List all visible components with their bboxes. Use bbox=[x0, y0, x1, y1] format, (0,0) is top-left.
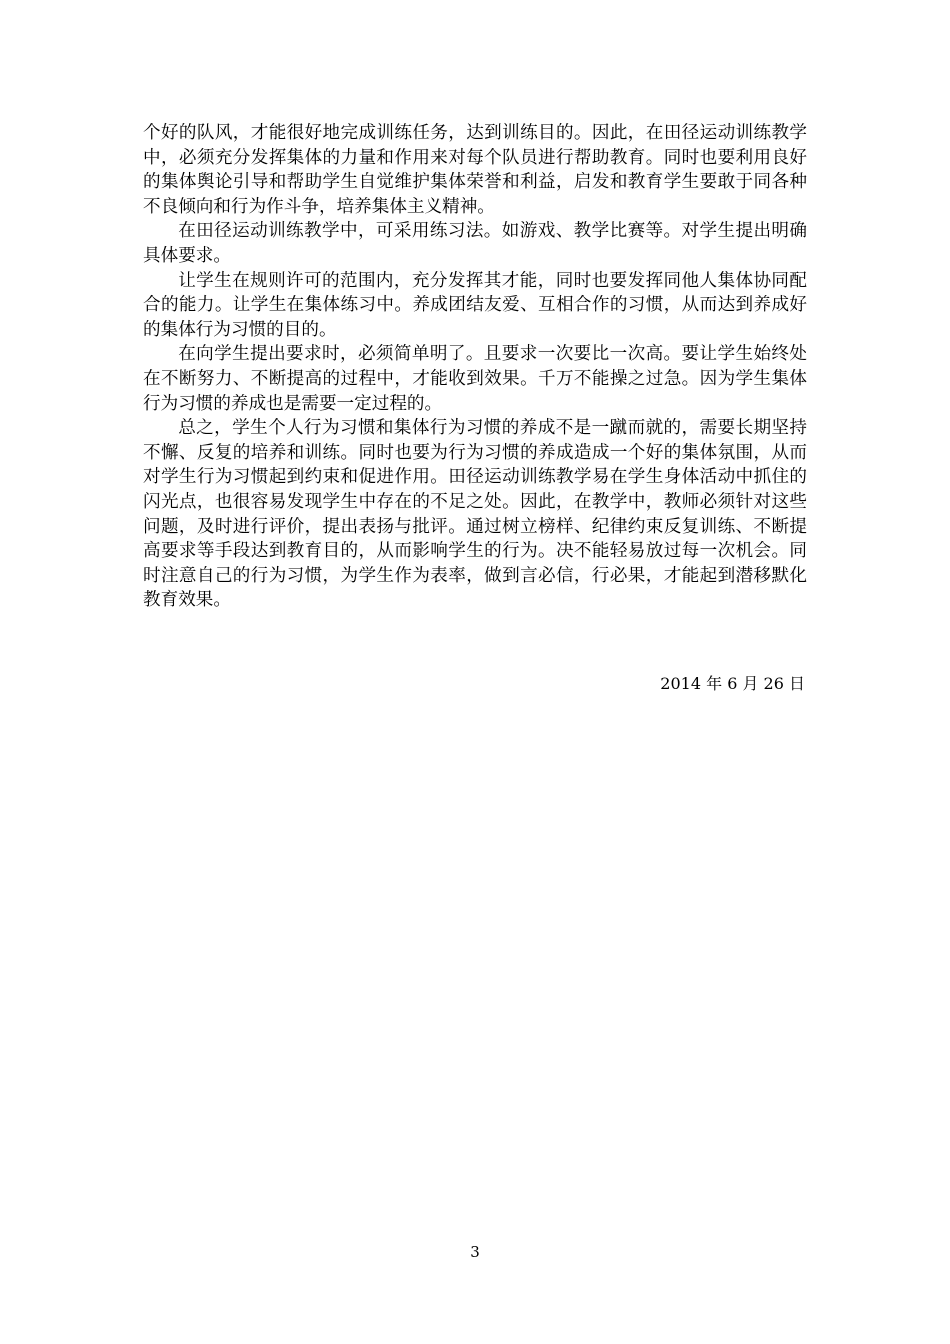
paragraph-requirements: 在向学生提出要求时，必须简单明了。且要求一次要比一次高。要让学生始终处在不断努力、不断提高的过程中，才能收到效果。千万不能操之过急。因为学生集体行为习惯的养成也是需要一定过程的。 bbox=[143, 344, 807, 414]
document-body bbox=[143, 121, 807, 613]
paragraph-conclusion: 总之，学生个人行为习惯和集体行为习惯的养成不是一蹴而就的，需要长期坚持不懈、反复的培养和训练。同时也要为行为习惯的养成造成一个好的集体氛围，从而对学生行为习惯起到约束和促进作用。田径运动训练教学易在学生身体活动中抓住的闪光点，也很容易发现学生中存在的不足之处。因此，在教学中，教师必须针对这些问题，及时进行评价，提出表扬与批评。通过树立榜样、纪律约束反复训练、不断提高要求等手段达到教育目的，从而影响学生的行为。决不能轻易放过每一次机会。同时注意自己的行为习惯，为学生作为表率，做到言必信，行必果，才能起到潜移默化教育效果。 bbox=[143, 418, 807, 611]
paragraph-continuation: 个好的队风，才能很好地完成训练任务，达到训练目的。因此，在田径运动训练教学中，必须充分发挥集体的力量和作用来对每个队员进行帮助教育。同时也要利用良好的集体舆论引导和帮助学生自觉维护集体荣誉和利益，启发和教育学生要敢于同各种不良倾向和行为作斗争，培养集体主义精神。 bbox=[143, 123, 807, 217]
paragraph-rules-cooperation: 让学生在规则许可的范围内，充分发挥其才能，同时也要发挥同他人集体协同配合的能力。让学生在集体练习中。养成团结友爱、互相合作的习惯，从而达到养成好的集体行为习惯的目的。 bbox=[143, 270, 807, 340]
page-number: 3 bbox=[470, 1243, 480, 1261]
paragraph-practice-method: 在田径运动训练教学中，可采用练习法。如游戏、教学比赛等。对学生提出明确具体要求。 bbox=[143, 221, 807, 266]
document-date: 2014 年 6 月 26 日 bbox=[660, 674, 805, 693]
